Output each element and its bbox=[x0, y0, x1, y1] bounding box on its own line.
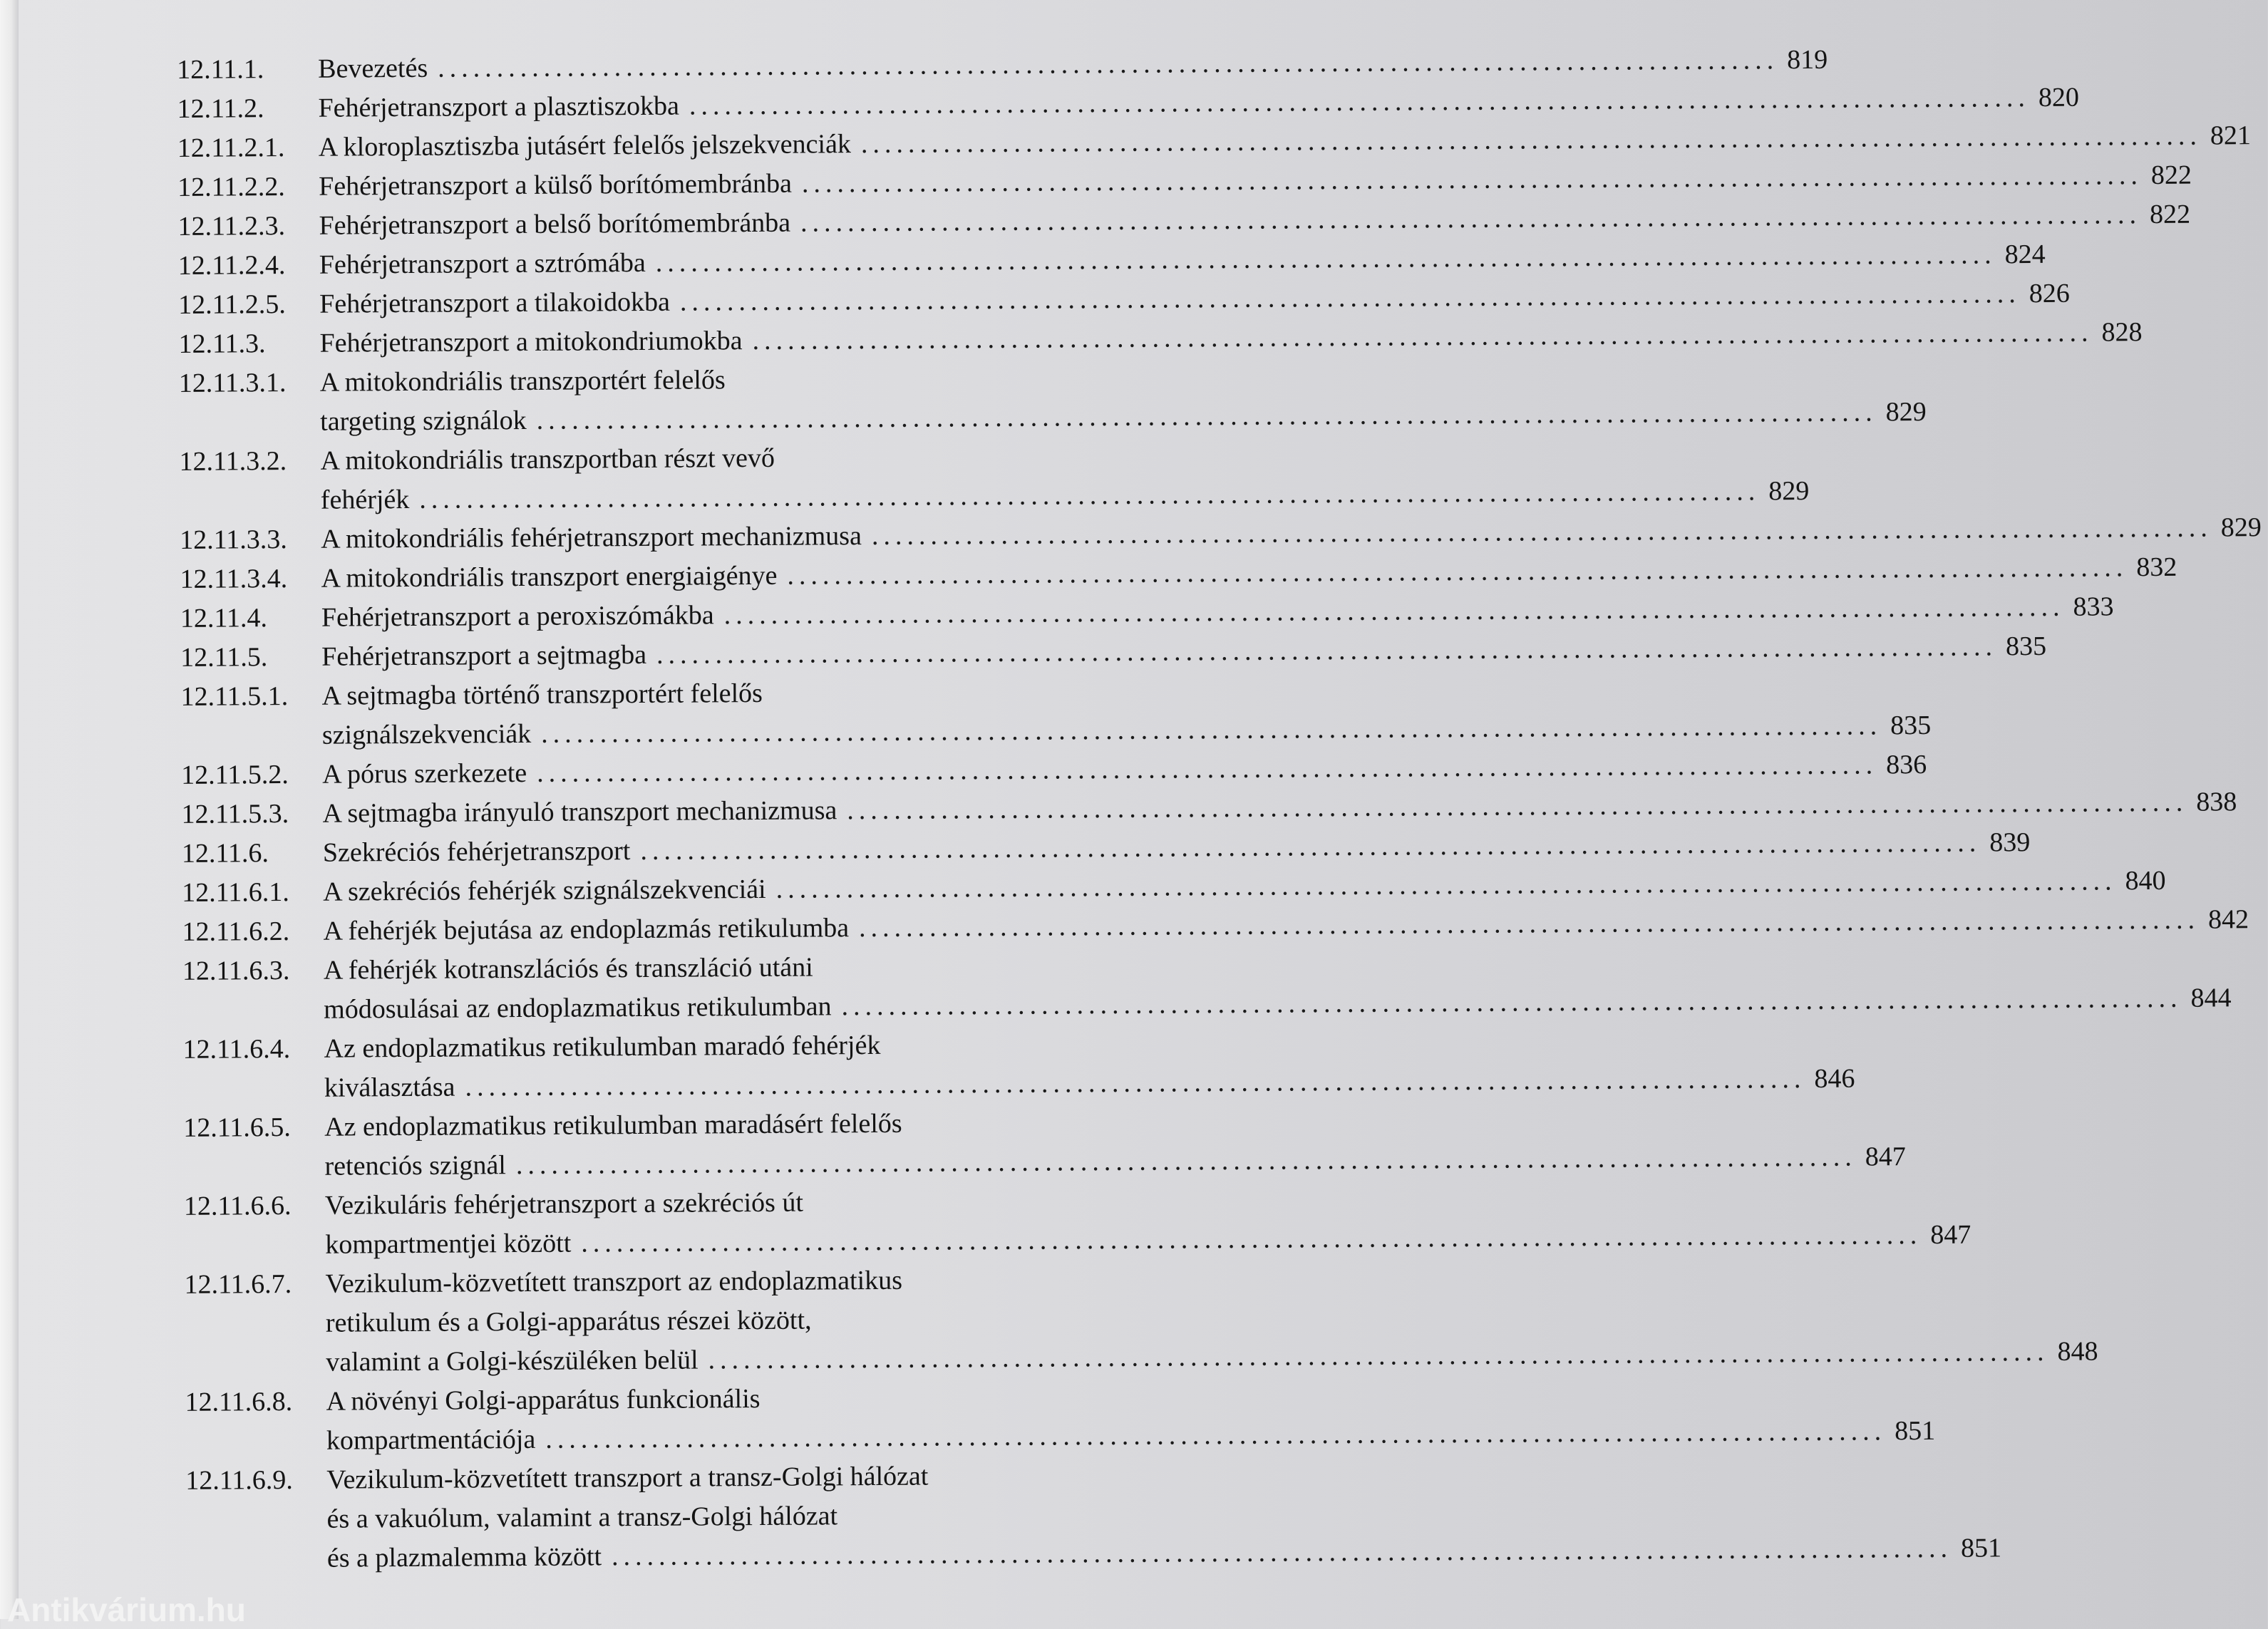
toc-entry-text: A mitokondriális transzportért felelős bbox=[319, 365, 726, 398]
toc-entry-title bbox=[323, 865, 2166, 907]
toc-line bbox=[175, 710, 1932, 755]
toc-line bbox=[173, 436, 1157, 481]
toc-line bbox=[175, 591, 2114, 638]
toc-entry-text: fehérjék bbox=[320, 484, 410, 515]
toc-entry-text: A fehérjék kotranszlációs és transzláció utáni bbox=[323, 952, 813, 986]
toc-entry bbox=[177, 1024, 1855, 1108]
toc-entry-text: Fehérjetranszport a sztrómába bbox=[319, 247, 646, 280]
toc-entry-text: módosulásai az endoplazmatikus retikulumban bbox=[324, 991, 832, 1025]
toc-line bbox=[172, 120, 2251, 167]
toc-entry-text: A kloroplasztiszba jutásért felelős jelszekvenciák bbox=[318, 129, 852, 162]
toc-entry-text: Fehérjetranszport a belső borítómembránba bbox=[319, 207, 791, 241]
toc-entry bbox=[173, 436, 1810, 520]
toc-entry-text: A fehérjék bejutása az endoplazmás retikulumba bbox=[323, 913, 850, 946]
toc-entry-text: valamint a Golgi-készüléken belül bbox=[326, 1345, 699, 1377]
toc-page-number: 819 bbox=[1787, 44, 1828, 76]
toc-entry-number: 12.11.2. bbox=[177, 93, 264, 124]
toc-line bbox=[180, 1533, 2002, 1578]
dot-leader: .................................................................................................................. bbox=[536, 397, 1877, 435]
dot-leader: .................................................................................................................. bbox=[708, 1336, 2049, 1375]
toc-line bbox=[178, 1259, 1162, 1304]
toc-entry bbox=[176, 827, 2031, 873]
toc-entry-title bbox=[324, 951, 1160, 985]
toc-page-number: 829 bbox=[2220, 512, 2262, 543]
toc-entry-title bbox=[321, 631, 2047, 672]
toc-line bbox=[172, 278, 2070, 324]
dot-leader: .................................................................................................................. bbox=[679, 279, 2021, 317]
toc-entry-number: 12.11.2.3. bbox=[177, 211, 286, 242]
toc-line bbox=[173, 358, 1157, 403]
dot-leader: .................................................................................................................. bbox=[640, 827, 1981, 866]
toc-page-number: 840 bbox=[2125, 865, 2166, 896]
toc-page-number: 851 bbox=[1895, 1415, 1936, 1447]
toc-entry-title bbox=[319, 199, 2191, 241]
toc-entry bbox=[176, 904, 2249, 951]
toc-entry bbox=[177, 1102, 1906, 1186]
toc-entry-text: Fehérjetranszport a tilakoidokba bbox=[319, 286, 671, 319]
toc-entry-text: retenciós szignál bbox=[324, 1150, 506, 1181]
toc-entry bbox=[173, 358, 1927, 442]
toc-line bbox=[179, 1377, 1163, 1422]
toc-line bbox=[179, 1298, 1163, 1343]
toc-entry-text: Fehérjetranszport a sejtmagba bbox=[321, 639, 647, 672]
toc-entry-title bbox=[318, 120, 2251, 162]
toc-page-number: 844 bbox=[2190, 983, 2232, 1013]
toc-line bbox=[178, 1181, 1162, 1226]
toc-line bbox=[177, 1142, 1906, 1186]
toc-entry-text: kompartmentjei között bbox=[325, 1228, 572, 1260]
toc-entry-title bbox=[319, 317, 2143, 358]
toc-line bbox=[180, 1494, 1163, 1539]
toc-entry-text: és a vakuólum, valamint a transz-Golgi hálózat bbox=[326, 1501, 838, 1534]
dot-leader: .................................................................................................................. bbox=[787, 552, 2128, 591]
toc-line bbox=[171, 44, 1828, 89]
dot-leader: .................................................................................................................. bbox=[689, 83, 2031, 121]
toc-entry bbox=[172, 120, 2251, 167]
toc-entry-title bbox=[326, 1533, 2002, 1573]
toc-page-number: 839 bbox=[1989, 827, 2031, 858]
toc-entry-text: Szekréciós fehérjetranszport bbox=[322, 836, 631, 868]
toc-entry-number: 12.11.2.2. bbox=[177, 172, 285, 202]
toc-entry-number: 12.11.3.3. bbox=[180, 524, 287, 555]
dot-leader: .................................................................................................................. bbox=[537, 750, 1878, 788]
toc-page-number: 829 bbox=[1768, 475, 1810, 507]
toc-line bbox=[175, 671, 1158, 716]
toc-line bbox=[177, 1063, 1855, 1108]
toc-entry-text: Fehérjetranszport a külső borítómembránba bbox=[319, 168, 793, 202]
toc-entry-title bbox=[319, 239, 2046, 280]
dot-leader: .................................................................................................................. bbox=[655, 239, 1996, 278]
dot-leader: .................................................................................................................. bbox=[860, 120, 2202, 160]
dot-leader: .................................................................................................................. bbox=[515, 1142, 1857, 1181]
toc-line bbox=[174, 475, 1810, 520]
toc-entry-text: A sejtmagba történő transzportért felelős bbox=[321, 678, 763, 711]
toc-page-number: 851 bbox=[1960, 1533, 2002, 1563]
toc-entry-text: kompartmentációja bbox=[326, 1424, 536, 1456]
toc-entry-text: A sejtmagba irányuló transzport mechanizmusa bbox=[322, 795, 837, 829]
toc-entry-text: Vezikuláris fehérjetranszport a szekréciós út bbox=[324, 1187, 804, 1221]
toc-entry-title bbox=[319, 160, 2192, 202]
table-of-contents bbox=[171, 44, 2262, 1578]
toc-entry bbox=[179, 1377, 1936, 1461]
dot-leader: .................................................................................................................. bbox=[419, 476, 1761, 514]
toc-entry-title bbox=[326, 1461, 1163, 1494]
dot-leader: .................................................................................................................. bbox=[847, 787, 2188, 826]
toc-entry-number: 12.11.6.2. bbox=[182, 916, 290, 947]
toc-entry-title bbox=[320, 475, 1810, 515]
toc-page-number: 820 bbox=[2038, 82, 2080, 113]
toc-line bbox=[177, 946, 1160, 991]
toc-page-number: 835 bbox=[2005, 631, 2047, 662]
dot-leader: .................................................................................................................. bbox=[871, 512, 2212, 552]
toc-entry-number: 12.11.6.4. bbox=[182, 1034, 291, 1065]
toc-entry bbox=[174, 512, 2262, 559]
toc-page-number: 822 bbox=[2150, 160, 2192, 191]
toc-entry-title bbox=[324, 1030, 1160, 1063]
toc-line bbox=[178, 1219, 1971, 1265]
toc-entry-title bbox=[326, 1500, 1163, 1534]
toc-entry-title bbox=[325, 1186, 1162, 1220]
toc-entry-number: 12.11.2.5. bbox=[178, 289, 286, 320]
toc-entry-title bbox=[325, 1265, 1162, 1298]
toc-entry bbox=[171, 44, 1828, 89]
toc-entry-title bbox=[318, 82, 2080, 123]
toc-line bbox=[177, 983, 2232, 1030]
toc-entry bbox=[172, 239, 2046, 285]
toc-entry-text: A mitokondriális fehérjetranszport mechanizmusa bbox=[321, 521, 862, 554]
toc-line bbox=[174, 552, 2177, 599]
toc-entry-title bbox=[324, 1142, 1906, 1181]
toc-entry-number: 12.11.3.2. bbox=[179, 446, 287, 477]
toc-line bbox=[174, 512, 2262, 559]
toc-page-number: 822 bbox=[2149, 199, 2191, 230]
toc-page-number: 838 bbox=[2196, 787, 2237, 817]
toc-line bbox=[175, 749, 1927, 795]
toc-entry-title bbox=[320, 442, 1157, 475]
toc-entry-text: Fehérjetranszport a mitokondriumokba bbox=[319, 326, 743, 358]
toc-entry-title bbox=[321, 552, 2177, 594]
dot-leader: .................................................................................................................. bbox=[656, 631, 1998, 670]
toc-entry bbox=[175, 591, 2114, 638]
toc-entry-title bbox=[321, 591, 2114, 633]
toc-page-number: 847 bbox=[1930, 1219, 1971, 1250]
toc-line bbox=[180, 1415, 1936, 1461]
toc-line bbox=[172, 160, 2192, 207]
toc-entry-text: A szekréciós fehérjék szignálszekvenciái bbox=[323, 874, 766, 907]
toc-entry bbox=[172, 160, 2192, 207]
toc-line bbox=[172, 199, 2191, 246]
toc-entry-title bbox=[320, 396, 1927, 437]
page-edge bbox=[0, 0, 19, 1619]
toc-entry-number: 12.11.3.1. bbox=[178, 368, 287, 398]
toc-page-number: 821 bbox=[2210, 120, 2251, 151]
toc-page-number: 826 bbox=[2029, 278, 2070, 309]
toc-entry-number: 12.11.6.3. bbox=[182, 956, 290, 986]
toc-entry-number: 12.11.6.6. bbox=[183, 1191, 292, 1221]
toc-entry-title bbox=[322, 827, 2031, 868]
watermark: Antikvárium.hu bbox=[7, 1591, 246, 1628]
toc-entry bbox=[175, 671, 1932, 755]
toc-entry-text: A pórus szerkezete bbox=[322, 757, 527, 790]
toc-entry-number: 12.11.5.2. bbox=[181, 760, 289, 790]
toc-entry-number: 12.11.6.1. bbox=[182, 877, 289, 908]
toc-entry bbox=[172, 317, 2143, 363]
toc-entry-number: 12.11.4. bbox=[180, 603, 268, 634]
toc-entry-number: 12.11.2.4. bbox=[177, 250, 286, 281]
toc-entry bbox=[180, 1455, 2002, 1578]
toc-entry-number: 12.11.6. bbox=[181, 838, 269, 869]
toc-entry-text: és a plazmalemma között bbox=[326, 1541, 602, 1573]
toc-page-number: 835 bbox=[1890, 710, 1932, 741]
toc-page-number: 829 bbox=[1885, 396, 1927, 428]
toc-entry-text: A növényi Golgi-apparátus funkcionális bbox=[326, 1383, 761, 1417]
toc-line bbox=[173, 396, 1927, 442]
toc-entry-title bbox=[320, 363, 1157, 397]
toc-entry-title bbox=[321, 710, 1932, 750]
toc-entry bbox=[176, 865, 2166, 912]
toc-entry bbox=[175, 631, 2047, 677]
dot-leader: .................................................................................................................. bbox=[858, 904, 2200, 943]
dot-leader: .................................................................................................................. bbox=[438, 45, 1779, 83]
toc-entry bbox=[178, 1259, 2098, 1382]
toc-entry-text: Bevezetés bbox=[318, 53, 428, 84]
toc-entry-text: A mitokondriális transzport energiaigénye bbox=[321, 560, 778, 594]
toc-entry bbox=[172, 199, 2191, 246]
toc-line bbox=[175, 631, 2047, 677]
toc-entry-number: 12.11.6.7. bbox=[184, 1268, 292, 1300]
toc-entry-title bbox=[325, 1219, 1971, 1260]
toc-entry-title bbox=[318, 44, 1828, 84]
toc-line bbox=[177, 1024, 1160, 1069]
toc-entry-number: 12.11.5. bbox=[180, 642, 268, 673]
toc-entry-number: 12.11.3. bbox=[178, 329, 266, 359]
toc-entry bbox=[172, 278, 2070, 324]
toc-entry-title bbox=[321, 677, 1158, 710]
toc-entry-number: 12.11.3.4. bbox=[180, 564, 288, 594]
toc-entry-number: 12.11.2.1. bbox=[177, 133, 285, 163]
toc-entry-title bbox=[322, 787, 2237, 829]
toc-page-number: 833 bbox=[2073, 591, 2114, 622]
toc-entry-text: retikulum és a Golgi-apparátus részei között, bbox=[325, 1305, 812, 1338]
toc-entry-title bbox=[324, 1063, 1855, 1103]
toc-entry bbox=[175, 787, 2237, 834]
toc-page-number: 836 bbox=[1886, 749, 1927, 780]
toc-entry bbox=[174, 552, 2177, 599]
toc-entry-text: szignálszekvenciák bbox=[321, 718, 532, 750]
toc-line bbox=[171, 82, 2080, 128]
toc-entry-title bbox=[319, 278, 2070, 319]
dot-leader: .................................................................................................................. bbox=[775, 866, 2117, 904]
toc-entry-title bbox=[326, 1304, 1163, 1338]
dot-leader: .................................................................................................................. bbox=[801, 160, 2143, 199]
toc-entry bbox=[171, 82, 2080, 128]
toc-entry bbox=[175, 749, 1927, 795]
dot-leader: .................................................................................................................. bbox=[800, 200, 2142, 238]
toc-entry-text: Fehérjetranszport a plasztiszokba bbox=[318, 90, 680, 123]
dot-leader: .................................................................................................................. bbox=[541, 710, 1882, 749]
toc-entry-text: Fehérjetranszport a peroxiszómákba bbox=[321, 600, 714, 633]
toc-line bbox=[175, 787, 2237, 834]
toc-page-number: 842 bbox=[2207, 904, 2249, 935]
toc-line bbox=[176, 827, 2031, 873]
toc-entry-number: 12.11.6.5. bbox=[183, 1112, 291, 1143]
toc-line bbox=[172, 317, 2143, 363]
toc-page-number: 846 bbox=[1814, 1063, 1855, 1094]
toc-entry-text: targeting szignálok bbox=[320, 405, 527, 437]
toc-entry-text: A mitokondriális transzportban részt vevő bbox=[320, 443, 775, 476]
toc-line bbox=[176, 865, 2166, 912]
dot-leader: .................................................................................................................. bbox=[465, 1064, 1806, 1102]
toc-entry-text: kiválasztása bbox=[324, 1072, 455, 1103]
toc-entry-text: Az endoplazmatikus retikulumban maradó fehérjék bbox=[324, 1030, 881, 1064]
dot-leader: .................................................................................................................. bbox=[545, 1416, 1887, 1454]
toc-entry-number: 12.11.1. bbox=[177, 54, 264, 85]
toc-page-number: 828 bbox=[2101, 317, 2143, 348]
dot-leader: .................................................................................................................. bbox=[841, 983, 2182, 1022]
toc-entry-text: Az endoplazmatikus retikulumban maradásért felelős bbox=[324, 1108, 902, 1142]
toc-entry-title bbox=[326, 1382, 1163, 1416]
toc-entry-title bbox=[323, 904, 2249, 946]
toc-page-number: 847 bbox=[1865, 1142, 1906, 1172]
toc-entry-title bbox=[324, 1108, 1161, 1142]
toc-entry bbox=[177, 946, 2232, 1030]
toc-line bbox=[172, 239, 2046, 285]
dot-leader: .................................................................................................................. bbox=[581, 1220, 1922, 1258]
toc-entry-title bbox=[326, 1415, 1936, 1456]
toc-page-number: 832 bbox=[2136, 552, 2177, 583]
toc-entry-number: 12.11.6.8. bbox=[185, 1386, 293, 1417]
toc-line bbox=[180, 1455, 1163, 1500]
toc-entry bbox=[178, 1181, 1971, 1265]
toc-entry-number: 12.11.5.3. bbox=[181, 799, 289, 829]
dot-leader: .................................................................................................................. bbox=[752, 317, 2093, 356]
toc-line bbox=[179, 1336, 2098, 1382]
toc-entry-text: Vezikulum-közvetített transzport a transz-Golgi hálózat bbox=[326, 1461, 929, 1495]
toc-entry-number: 12.11.5.1. bbox=[180, 681, 289, 712]
toc-entry-text: Vezikulum-közvetített transzport az endoplazmatikus bbox=[325, 1265, 903, 1299]
toc-entry-title bbox=[322, 749, 1927, 790]
dot-leader: .................................................................................................................. bbox=[723, 591, 2065, 631]
dot-leader: .................................................................................................................. bbox=[611, 1533, 1953, 1572]
toc-page-number: 824 bbox=[2004, 239, 2046, 270]
toc-entry-title bbox=[321, 512, 2262, 554]
toc-line bbox=[176, 904, 2249, 951]
toc-line bbox=[177, 1102, 1161, 1147]
toc-entry-number: 12.11.6.9. bbox=[185, 1464, 293, 1496]
toc-entry-title bbox=[324, 983, 2232, 1025]
toc-page-number: 848 bbox=[2057, 1336, 2098, 1367]
toc-entry-title bbox=[326, 1336, 2098, 1377]
